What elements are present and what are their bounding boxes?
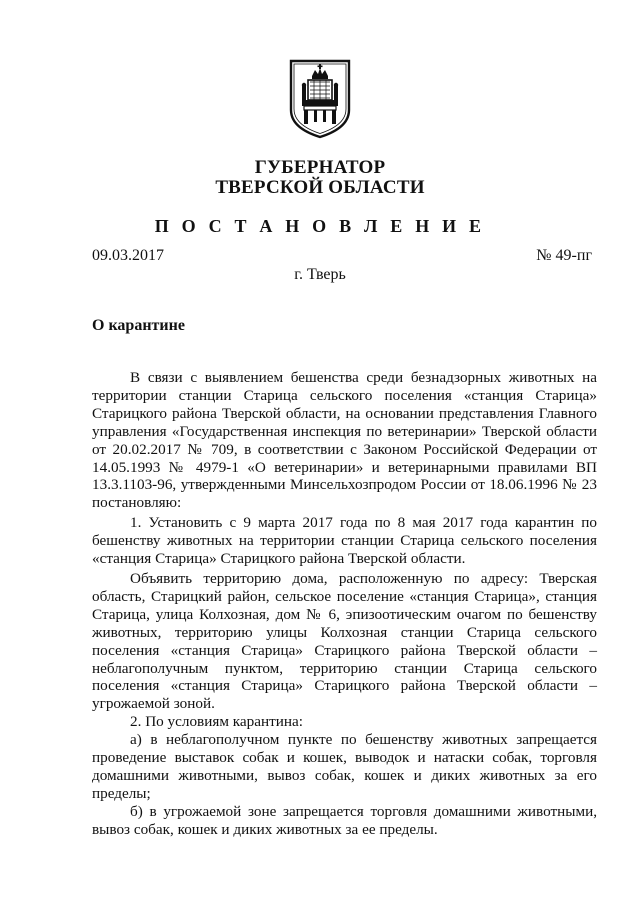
issuer-title: ГУБЕРНАТОР	[254, 157, 386, 178]
body-paragraph: 2. По условиям карантина:	[130, 713, 303, 731]
document-body	[92, 369, 597, 839]
body-paragraph: а) в неблагополучном пункте по бешенству животных запрещается проведение выставок собак и кошек, выводок и натаски собак, торговля домашними животными, вывоз собак, кошек и диких животных за его пределы;	[92, 731, 597, 802]
document-subject: О карантине	[92, 317, 185, 334]
body-paragraph: 1. Установить с 9 марта 2017 года по 8 мая 2017 года карантин по бешенству животных на территории станции Старица сельского поселения «станция Старица» Старицкого района Тверской области.	[92, 514, 597, 568]
document-number: № 49-пг	[536, 247, 592, 264]
body-paragraph: Объявить территорию дома, расположенную по адресу: Тверская область, Старицкий район, сельское поселение «станция Старица», станция Старица, улица Колхозная, дом № 6, эпизоотическим очагом по бешенству животных, территорию улицы Колхозная станции Старица сельского поселения «станция Старица» Старицкого района Тверской области – неблагополучным пунктом, территорию станции Старица сельского поселения «станция Старица» Старицкого района Тверской области – угрожаемой зоной.	[92, 569, 597, 713]
body-paragraph: В связи с выявлением бешенства среди безнадзорных животных на территории станции Старица сельского поселения «станция Старица» Старицкого района Тверской области, на основании представления Главного управления «Государственная инспекция по ветеринарии» Тверской области от 20.02.2017 № 709, в соответствии с Законом Российской Федерации от 14.05.1993 № 4979-1 «О ветеринарии» и ветеринарными правилами ВП 13.3.1103-96, утвержденными Минсельхозпродом России от 18.06.1996 № 23 постановляю:	[92, 369, 597, 512]
coat-of-arms-icon	[288, 58, 352, 140]
issuer-region: ТВЕРСКОЙ ОБЛАСТИ	[215, 177, 425, 198]
document-date: 09.03.2017	[92, 247, 164, 264]
body-paragraph: б) в угрожаемой зоне запрещается торговля домашними животными, вывоз собак, кошек и диких животных за ее пределы.	[92, 802, 597, 838]
document-type-heading: П О С Т А Н О В Л Е Н И Е	[154, 216, 486, 236]
document-city: г. Тверь	[294, 266, 346, 283]
